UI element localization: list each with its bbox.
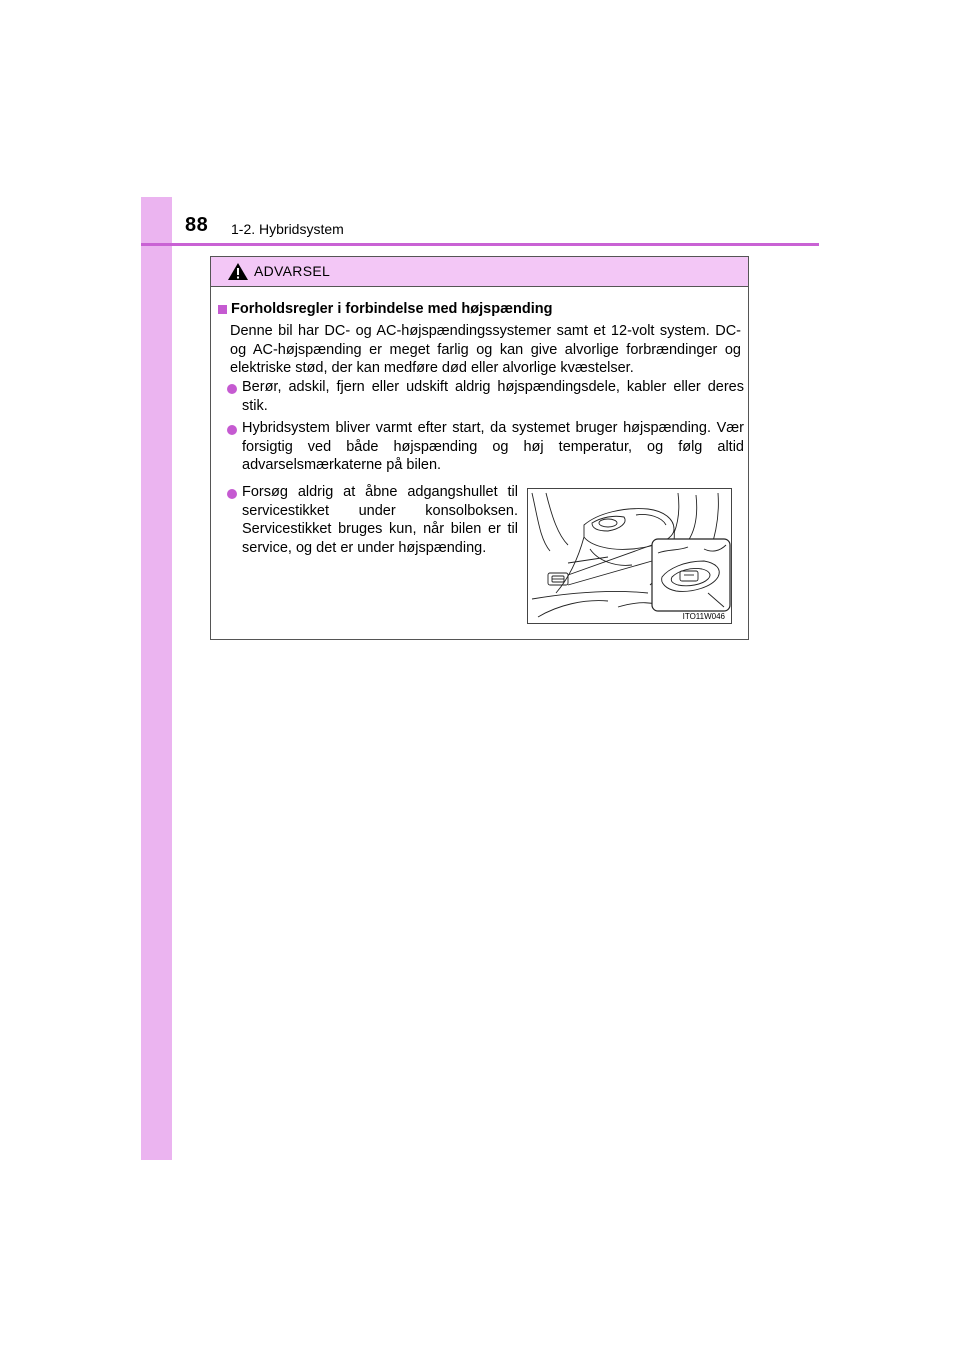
bullet-dot-icon (227, 489, 237, 499)
figure-code: ITO11W046 (682, 612, 725, 621)
warning-heading: Forholdsregler i forbindelse med højspænding (231, 301, 553, 317)
console-illustration (527, 488, 732, 624)
warning-box (210, 256, 749, 640)
warning-header (211, 257, 748, 287)
warning-intro: Denne bil har DC- og AC-højspændingssystemer samt et 12-volt system. DC- og AC-højspænding er meget farlig og kan give alvorlige forbrændinger og elektriske stød, der kan medføre død eller alvorlige kvæstelser. (230, 323, 741, 376)
bullet-dot-icon (227, 384, 237, 394)
square-bullet-icon (218, 305, 227, 314)
header-rule (141, 243, 819, 246)
bullet-item: Forsøg aldrig at åbne adgangshullet til servicestikket under konsolboksen. Servicestikket bruges kun, når bilen er til service, og det er under højspænding. (242, 484, 518, 556)
page-number: 88 (185, 214, 209, 236)
bullet-item: Berør, adskil, fjern eller udskift aldrig højspændingsdele, kabler eller deres stik. (242, 379, 744, 414)
bullet-item: Hybridsystem bliver varmt efter start, da systemet bruger højspænding. Vær forsigtig ved både højspænding og høj temperatur, og følg altid advarselsmærkaterne på bilen. (242, 420, 744, 473)
console-line-drawing (528, 489, 732, 624)
warning-triangle-icon (227, 262, 249, 286)
section-title: 1-2. Hybridsystem (231, 221, 344, 237)
bullet-dot-icon (227, 425, 237, 435)
side-tab-strip (141, 197, 172, 1160)
warning-label: ADVARSEL (254, 263, 331, 279)
